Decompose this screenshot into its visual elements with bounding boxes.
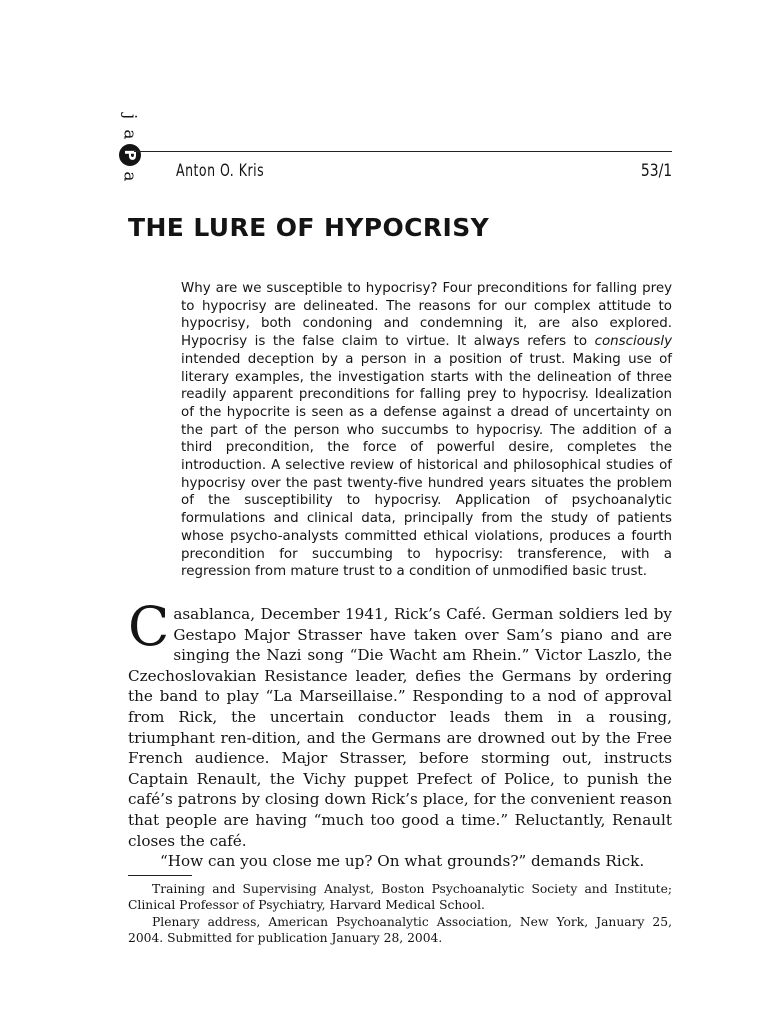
running-head-author: Anton O. Kris — [176, 161, 265, 181]
abstract-text-part2: intended deception by a person in a position of trust. Making use of literary examples, the investigation starts with the delineation of three readily apparent preconditions for falling prey to hypocrisy. Idealization of the hypocrite is seen as a defense against a dread of uncertainty on the part of the person who succumbs to hypocrisy. The addition of a third precondition, the force of powerful desire, completes the introduction. A selective review of historical and philosophical studies of hypocrisy over the past twenty-five hundred years situates the problem of the susceptibility to hypocrisy. Application of psychoanalytic formulations and clinical data, principally from the study of patients whose psycho-analysts committed ethical violations, produces a fourth precondition for succumbing to hypocrisy: transference, with a regression from mature trust to a condition of unmodified basic trust. — [181, 351, 672, 580]
footnote-affiliation: Training and Supervising Analyst, Boston Psychoanalytic Society and Institute; Clinical Professor of Psychiatry, Harvard Medical School. — [128, 882, 672, 913]
abstract — [181, 280, 672, 581]
body-paragraph-1 — [128, 595, 672, 851]
logo-letter-a: a — [119, 171, 140, 182]
logo-letter-j: j — [119, 113, 140, 120]
abstract-text-part1: Why are we susceptible to hypocrisy? Four preconditions for falling prey to hypocrisy are delineated. The reasons for our complex attitude to hypocrisy, both condoning and condemning it, are also explored. Hypocrisy is the false claim to virtue. It always refers to — [181, 281, 672, 350]
body-paragraph-1-text: asablanca, December 1941, Rick’s Café. German soldiers led by Gestapo Major Strasser have taken over Sam’s piano and are singing the Nazi song “Die Wacht am Rhein.” Victor Laszlo, the Czechoslovakian Resistance leader, defies the Germans by ordering the band to play “La Marseillaise.” Responding to a nod of approval from Rick, the uncertain conductor leads them in a rousing, triumphant ren-dition, and the Germans are drowned out by the Free French audience. Major Strasser, before storming out, instructs Captain Renault, the Vichy puppet Prefect of Police, to punish the café’s patrons by closing down Rick’s place, for the convenient reason that people are having “much too good a time.” Reluctantly, Renault closes the café. — [128, 605, 672, 850]
journal-logo — [116, 108, 150, 186]
header-rule — [134, 151, 672, 152]
footnote-address: Plenary address, American Psychoanalytic Association, New York, January 25, 2004. Submitted for publication January 28, 2004. — [128, 914, 672, 945]
body-text — [128, 595, 672, 872]
article-title: THE LURE OF HYPOCRISY — [128, 213, 490, 242]
footnotes — [128, 881, 672, 946]
running-head-issue: 53/1 — [640, 161, 672, 181]
drop-cap: C — [128, 595, 170, 658]
body-paragraph-2: “How can you close me up? On what grounds?” demands Rick. — [160, 852, 645, 871]
logo-letter-a: a — [119, 129, 140, 140]
abstract-emphasis: consciously — [594, 334, 672, 350]
footnote-rule — [128, 875, 192, 876]
logo-letter-p-circle: P — [119, 144, 141, 166]
